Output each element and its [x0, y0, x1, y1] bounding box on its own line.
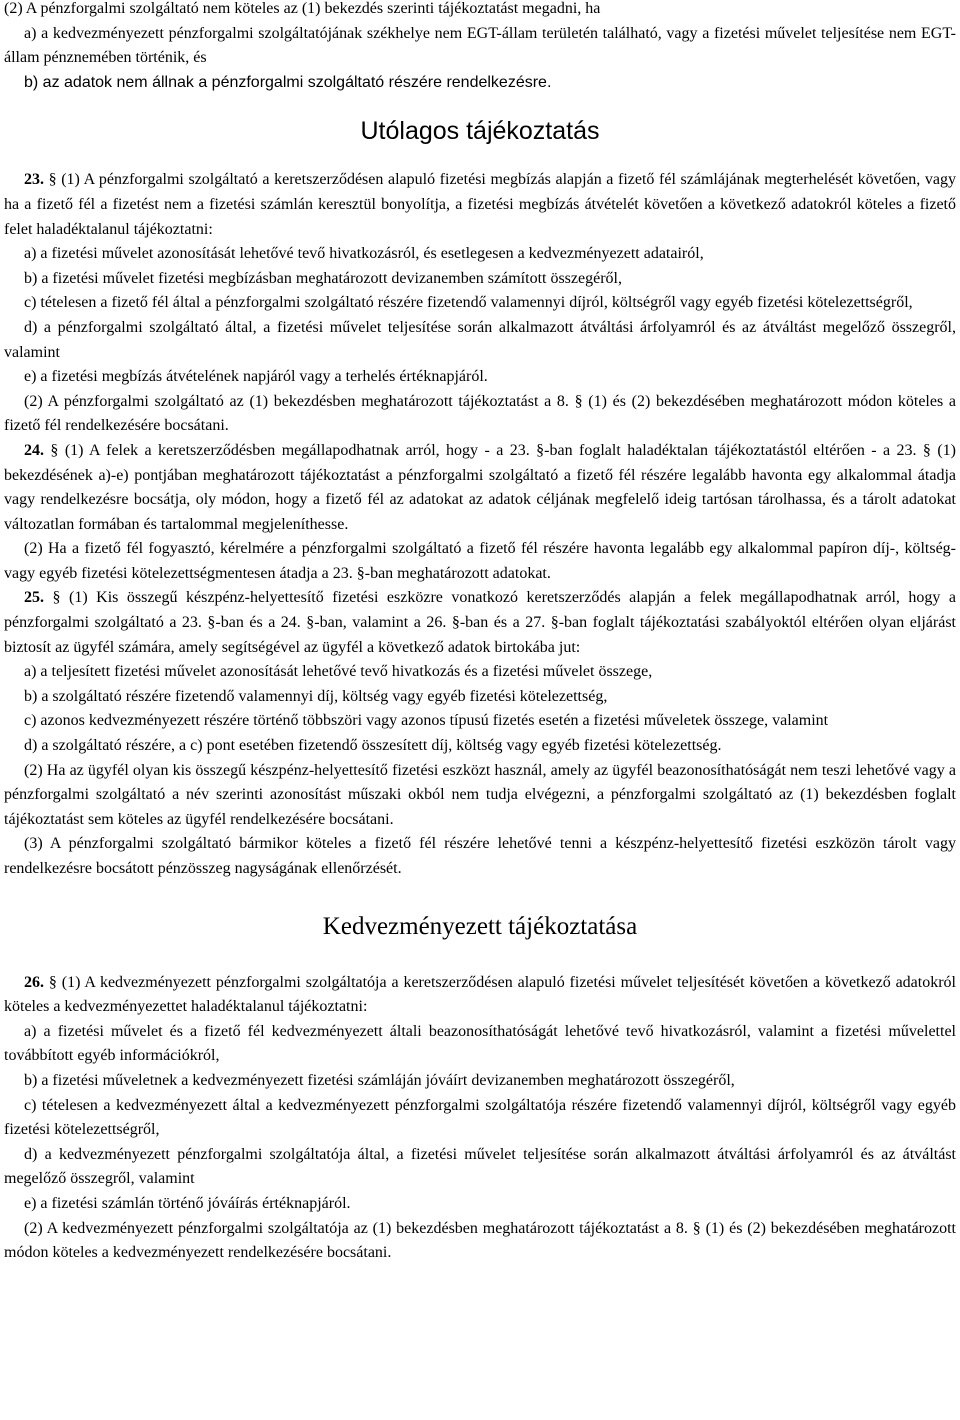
s23-point-a: a) a fizetési művelet azonosítását lehetővé tevő hivatkozásról, és esetlegesen a kedvezményezett adatairól, [24, 245, 704, 263]
s25-paragraph-2: (2) Ha az ügyfél olyan kis összegű készpénz-helyettesítő fizetési eszközt használ, amely az ügyfél beazonosíthatóságát nem teszi lehetővé vagy a pénzforgalmi szolgáltató a név szerinti azonosítást műszaki okból nem tudja elvégezni, a pénzforgalmi szolgáltató az (1) bekezdésben foglalt tájékoztatást sem köteles az ügyfél rendelkezésére bocsátani. [4, 761, 956, 828]
section-26 [4, 971, 956, 1266]
s26-text-1: § (1) A kedvezményezett pénzforgalmi szolgáltatója a keretszerződésen alapuló fizetési művelet teljesítését követően a következő adatokról köteles a kedvezményezettet haladéktalanul tájékoztatni: [4, 973, 956, 1016]
intro-point-a: a) a kedvezményezett pénzforgalmi szolgáltatójának székhelye nem EGT-állam területén található, vagy a fizetési művelet teljesítése nem EGT-állam pénznemében történik, és [4, 24, 956, 67]
s26-point-d: d) a kedvezményezett pénzforgalmi szolgáltatója által, a fizetési művelet teljesítése során alkalmazott átváltási árfolyamról és az átváltást megelőző összegről, valamint [4, 1145, 956, 1188]
section-heading-utolagos: Utólagos tájékoztatás [360, 117, 600, 146]
intro-point-b: b) az adatok nem állnak a pénzforgalmi szolgáltató részére rendelkezésre. [24, 73, 552, 91]
section-heading-kedvezmenyezett: Kedvezményezett tájékoztatása [322, 912, 638, 940]
s25-point-a: a) a teljesített fizetési művelet azonosítását lehetővé tevő hivatkozás és a fizetési művelet összege, [24, 663, 653, 681]
s23-paragraph-2: (2) A pénzforgalmi szolgáltató az (1) bekezdésben meghatározott tájékoztatást a 8. § (1) és (2) bekezdésében meghatározott módon köteles a fizető fél rendelkezésére bocsátani. [4, 392, 956, 435]
s25-text-1: § (1) Kis összegű készpénz-helyettesítő fizetési eszközre vonatkozó keretszerződés alapján a felek megállapodhatnak arról, hogy a pénzforgalmi szolgáltató a 23. §-ban és a 24. §-ban, valamint a 26. §-ban és a 27. §-ban foglalt tájékoztatási szabályoktól eltérően olyan eljárást biztosít az ügyfél számára, amely segítségével az ügyfél a következő adatok birtokába jut: [4, 589, 957, 656]
s24-paragraph-2: (2) Ha a fizető fél fogyasztó, kérelmére a pénzforgalmi szolgáltató a fizető fél részére havonta legalább egy alkalommal papíron díj-, költség- vagy egyéb fizetési kötelezettségmentesen átadja a 23. §-ban meghatározott adatokat. [4, 540, 956, 582]
s26-paragraph-1 [4, 971, 956, 1020]
s25-number: 25. [24, 589, 44, 607]
s25-paragraph-3: (3) A pénzforgalmi szolgáltató bármikor köteles a fizető fél részére lehetővé tenni a készpénz-helyettesítő fizetési eszközön tárolt vagy rendelkezésre bocsátott pénzösszeg nagyságának ellenőrzését. [4, 835, 956, 877]
s24-number: 24. [24, 441, 44, 459]
s23-point-e: e) a fizetési megbízás átvételének napjáról vagy a terhelés értéknapjáról. [24, 368, 488, 386]
s25-point-d: d) a szolgáltató részére, a c) pont esetében fizetendő összesített díj, költség vagy egyéb fizetési kötelezettség. [24, 737, 722, 755]
s25-point-b: b) a szolgáltató részére fizetendő valamennyi díj, költség vagy egyéb fizetési kötelezettség, [24, 687, 608, 705]
s26-paragraph-2: (2) A kedvezményezett pénzforgalmi szolgáltatója az (1) bekezdésben meghatározott tájékoztatást a 8. § (1) és (2) bekezdésében meghatározott módon köteles a kedvezményezett rendelkezésére bocsátani. [4, 1219, 956, 1262]
section-25 [4, 586, 956, 881]
s23-point-d: d) a pénzforgalmi szolgáltató által, a fizetési művelet teljesítése során alkalmazott átváltási árfolyamról és az átváltást megelőző összegről, valamint [4, 318, 956, 361]
s25-paragraph-1 [4, 586, 956, 660]
intro-block [4, 0, 956, 95]
s25-point-c: c) azonos kedvezményezett részére történő többszöri vagy azonos típusú fizetés esetén a fizetési műveletek összege, valamint [24, 712, 829, 730]
s24-text-1: § (1) A felek a keretszerződésben megállapodhatnak arról, hogy - a 23. §-ban foglalt haladéktalan tájékoztatástól eltérően - a 23. § (1) bekezdésének a)-e) pontjában meghatározott tájékoztatást a pénzforgalmi szolgáltató a fizető fél részére legalább havonta egy alkalommal átadja vagy rendelkezésre bocsátja, oly módon, hogy a fizető fél az adatokat az adatok céljának megfelelő ideig tartósan tárolhassa, és a tárolt adatokat változatlan formában és tartalommal megjeleníthesse. [4, 441, 957, 533]
s26-point-e: e) a fizetési számlán történő jóváírás értéknapjáról. [24, 1194, 351, 1212]
s26-point-c: c) tételesen a kedvezményezett által a kedvezményezett pénzforgalmi szolgáltatója részére fizetendő valamennyi díjról, költségről vagy egyéb fizetési kötelezettségről, [4, 1096, 956, 1139]
s23-point-b: b) a fizetési művelet fizetési megbízásban meghatározott devizanemben számított összegéről, [24, 269, 622, 287]
s24-paragraph-1 [4, 439, 956, 537]
s23-text-1: § (1) A pénzforgalmi szolgáltató a keretszerződésen alapuló fizetési megbízás alapján a fizető fél számlájának megterhelését követően, vagy ha a fizető fél a fizetést nem a fizetési számlán keresztül bonyolítja, a fizetési megbízás átvételét követően a következő adatokról köteles a fizető felet haladéktalanul tájékoztatni: [4, 171, 956, 238]
section-23 [4, 168, 956, 439]
s26-point-a: a) a fizetési művelet és a fizető fél kedvezményezett általi beazonosíthatóságát lehetővé tevő hivatkozásról, valamint a fizetési művelettel továbbított egyéb információkról, [4, 1022, 956, 1065]
intro-paragraph-1: (2) A pénzforgalmi szolgáltató nem köteles az (1) bekezdés szerinti tájékoztatást megadni, ha [4, 0, 601, 17]
s26-number: 26. [24, 973, 44, 991]
s23-point-c: c) tételesen a fizető fél által a pénzforgalmi szolgáltató részére fizetendő valamennyi díjról, költségről vagy egyéb fizetési kötelezettségről, [24, 294, 913, 312]
s23-paragraph-1 [4, 168, 956, 242]
section-24 [4, 439, 956, 587]
s26-point-b: b) a fizetési műveletnek a kedvezményezett fizetési számláján jóváírt devizanemben meghatározott összegéről, [24, 1071, 735, 1089]
s23-number: 23. [24, 171, 44, 189]
